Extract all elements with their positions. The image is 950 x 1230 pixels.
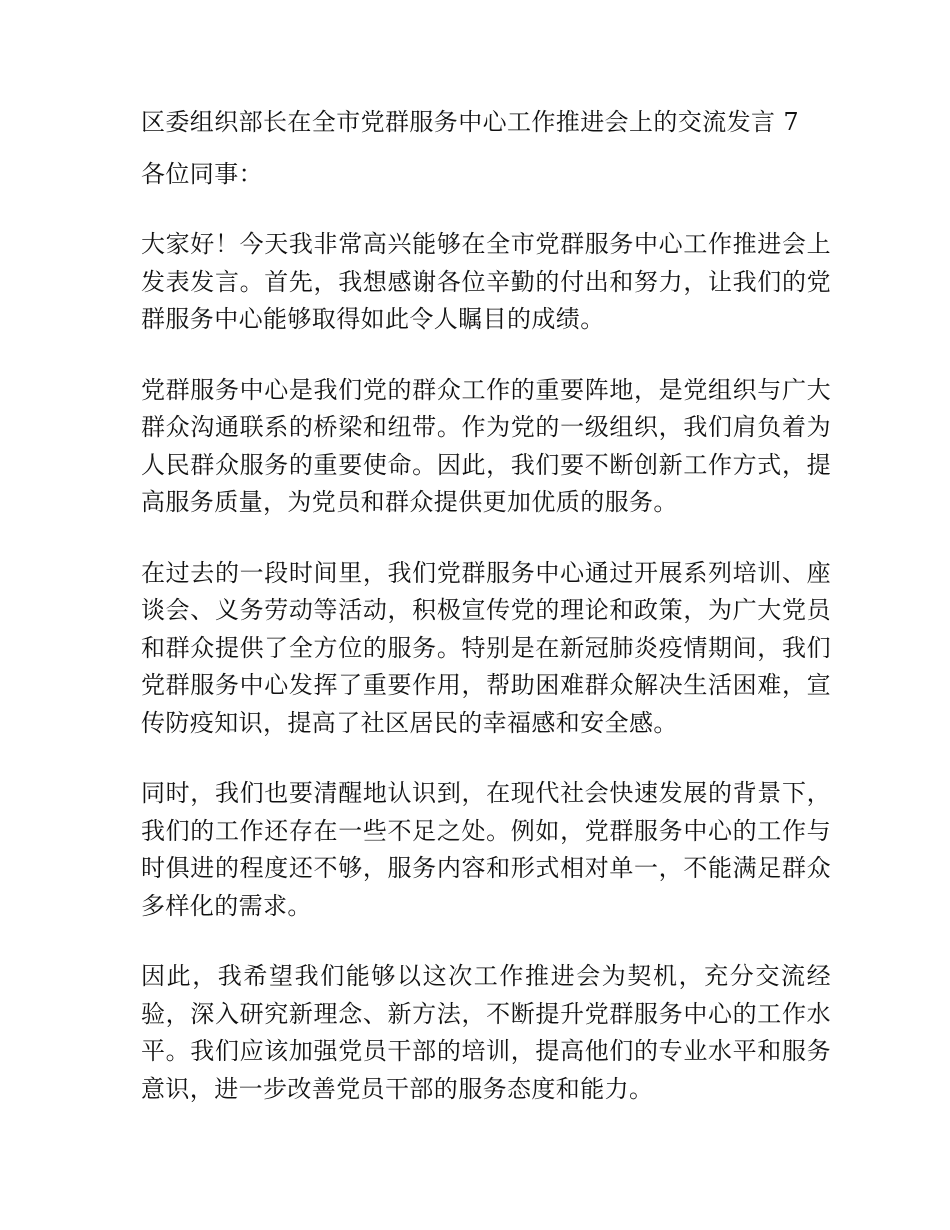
paragraph-2: 党群服务中心是我们党的群众工作的重要阵地，是党组织与广大群众沟通联系的桥梁和纽带。作为党的一级组织，我们肩负着为人民群众服务的重要使命。因此，我们要不断创新工作方式，提高服务质量，为党员和群众提供更加优质的服务。 — [141, 375, 831, 516]
paragraph-3: 在过去的一段时间里，我们党群服务中心通过开展系列培训、座谈会、义务劳动等活动，积极宣传党的理论和政策，为广大党员和群众提供了全方位的服务。特别是在新冠肺炎疫情期间，我们党群服务中心发挥了重要作用，帮助困难群众解决生活困难，宣传防疫知识，提高了社区居民的幸福感和安全感。 — [141, 558, 831, 737]
greeting-line: 各位同事： — [141, 159, 263, 188]
document-page — [141, 104, 831, 1108]
paragraph-5: 因此，我希望我们能够以这次工作推进会为契机，充分交流经验，深入研究新理念、新方法，不断提升党群服务中心的工作水平。我们应该加强党员干部的培训，提高他们的专业水平和服务意识，进一步改善党员干部的服务态度和能力。 — [141, 962, 831, 1103]
paragraph-4: 同时，我们也要清醒地认识到，在现代社会快速发展的背景下，我们的工作还存在一些不足之处。例如，党群服务中心的工作与时俱进的程度还不够，服务内容和形式相对单一，不能满足群众多样化的需求。 — [141, 779, 831, 920]
paragraph-1: 大家好！今天我非常高兴能够在全市党群服务中心工作推进会上发表发言。首先，我想感谢各位辛勤的付出和努力，让我们的党群服务中心能够取得如此令人瞩目的成绩。 — [141, 230, 831, 333]
document-title: 区委组织部长在全市党群服务中心工作推进会上的交流发言 7 — [141, 108, 800, 136]
